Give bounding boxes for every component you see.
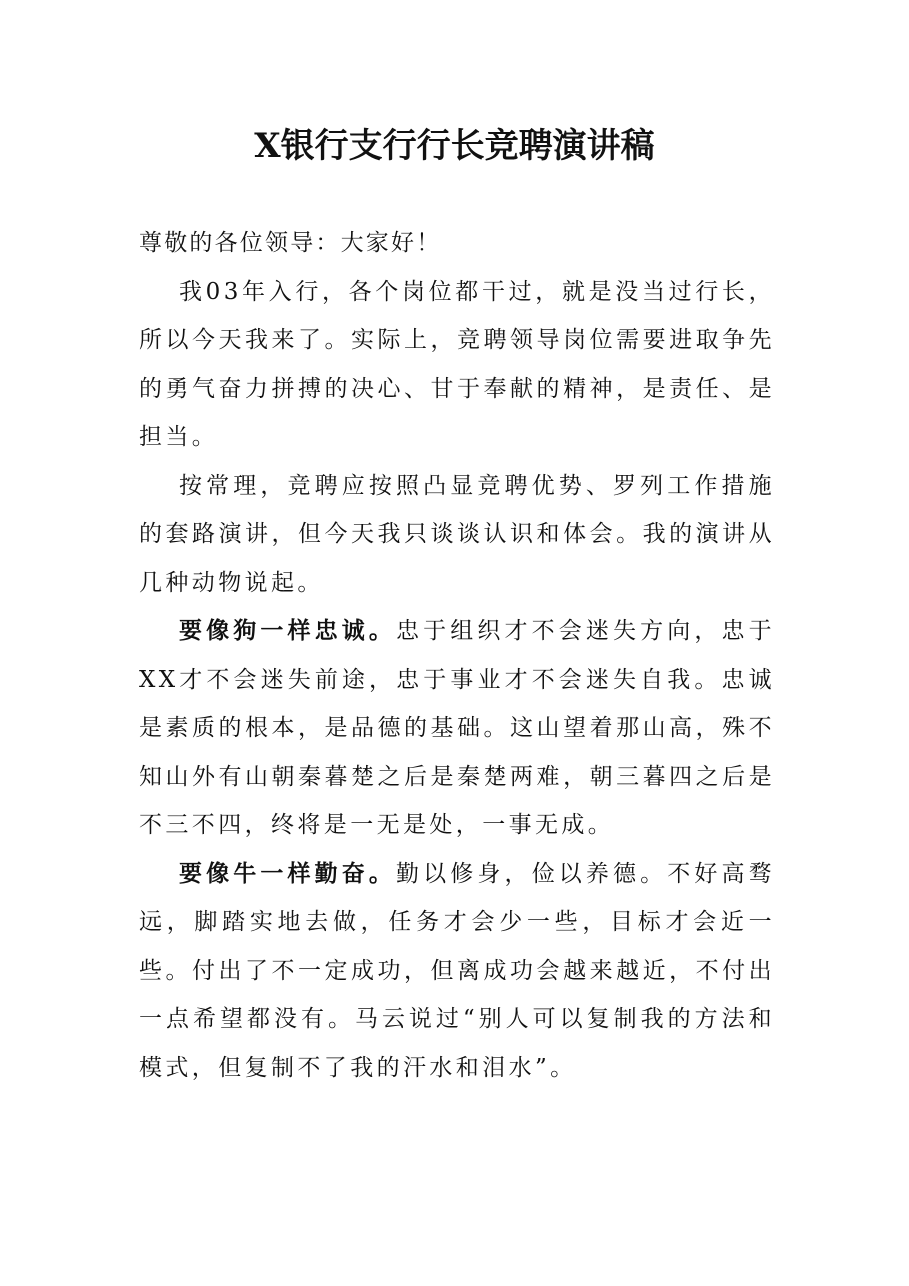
document-title: X银行支行行长竞聘演讲稿 <box>254 126 655 166</box>
paragraph-3-lead: 要像狗一样忠诚。 <box>179 617 396 644</box>
document-body <box>139 219 775 1092</box>
paragraph-2 <box>139 462 775 608</box>
paragraph-4-lead: 要像牛一样勤奋。 <box>179 859 396 887</box>
paragraph-3 <box>139 607 775 850</box>
paragraph-4 <box>139 850 775 1093</box>
paragraph-3-text: 忠于组织才不会迷失方向，忠于XX才不会迷失前途，忠于事业才不会迷失自我。忠诚是素质的根本，是品德的基础。这山望着那山高，殊不知山外有山朝秦暮楚之后是秦楚两难，朝三暮四之后是不三不四，终将是一无是处，一事无成。 <box>139 618 776 838</box>
salutation: 尊敬的各位领导：大家好！ <box>139 230 442 256</box>
paragraph-1 <box>139 268 775 462</box>
paragraph-4-text: 勤以修身，俭以养德。不好高骛远，脚踏实地去做，任务才会少一些，目标才会近一些。付出了不一定成功，但离成功会越来越近，不付出一点希望都没有。马云说过“别人可以复制我的方法和模式，但复制不了我的汗水和泪水”。 <box>139 860 776 1081</box>
paragraph-2-text: 按常理，竞聘应按照凸显竞聘优势、罗列工作措施的套路演讲，但今天我只谈谈认识和体会。我的演讲从几种动物说起。 <box>139 472 775 596</box>
paragraph-1-text: 我03年入行，各个岗位都干过，就是没当过行长，所以今天我来了。实际上，竞聘领导岗位需要进取争先的勇气奋力拼搏的决心、甘于奉献的精神，是责任、是担当。 <box>139 278 775 450</box>
